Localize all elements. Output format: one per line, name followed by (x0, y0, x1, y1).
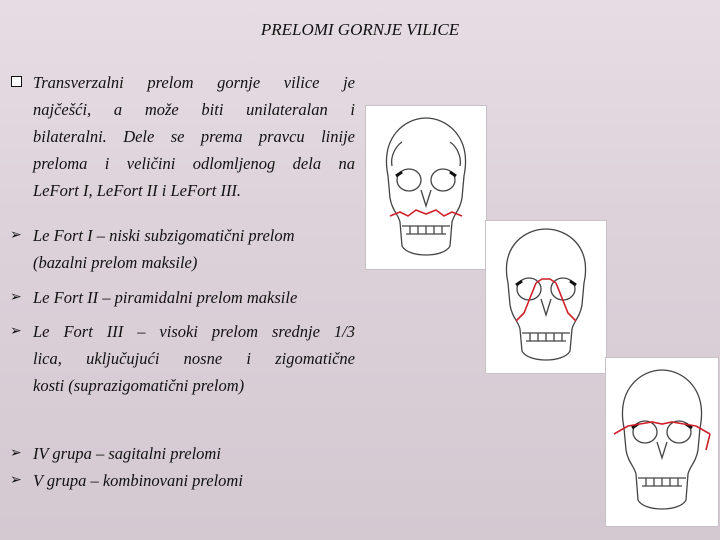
arrow-bullet-icon: ➢ (10, 323, 22, 339)
bullet-line: Le Fort II – piramidalni prelom maksile (33, 288, 298, 307)
intro-line: Transverzalni prelom gornje vilice je (33, 73, 355, 92)
bullet-line: V grupa – kombinovani prelomi (33, 471, 243, 490)
skull-lefort-1-image (365, 105, 487, 270)
intro-paragraph (10, 69, 355, 204)
bullet-lefort-2 (10, 284, 355, 311)
skull-drawing (366, 106, 486, 269)
bullet-lefort-1 (10, 222, 355, 276)
bullet-line: (bazalni prelom maksile) (33, 253, 198, 272)
slide-title: PRELOMI GORNJE VILICE (260, 20, 460, 39)
skull-lefort-2-image (485, 220, 607, 374)
bullet-group-5 (10, 467, 355, 494)
arrow-bullet-icon: ➢ (10, 227, 22, 243)
checkbox-bullet-icon (11, 76, 22, 87)
bullet-line: Le Fort III – visoki prelom srednje 1/3 (33, 322, 355, 341)
bullet-line: Le Fort I – niski subzigomatični prelom (33, 226, 295, 245)
bullet-line: kosti (suprazigomatični prelom) (33, 376, 245, 395)
intro-line: bilateralni. Dele se prema pravcu linije (33, 127, 355, 146)
intro-line: LeFort I, LeFort II i LeFort III. (33, 181, 242, 200)
intro-line: najčešći, a može biti unilateralan i (33, 100, 355, 119)
intro-line: preloma i veličini odlomljenog dela na (33, 154, 355, 173)
skull-drawing (606, 358, 718, 526)
bullet-line: lica, uključujući nosne i zigomatične (33, 349, 355, 368)
bullet-line: IV grupa – sagitalni prelomi (33, 444, 221, 463)
arrow-bullet-icon: ➢ (10, 445, 22, 461)
arrow-bullet-icon: ➢ (10, 472, 22, 488)
skull-lefort-3-image (605, 357, 719, 527)
bullet-group-4 (10, 440, 355, 467)
skull-drawing (486, 221, 606, 373)
arrow-bullet-icon: ➢ (10, 289, 22, 305)
bullet-lefort-3 (10, 318, 355, 399)
